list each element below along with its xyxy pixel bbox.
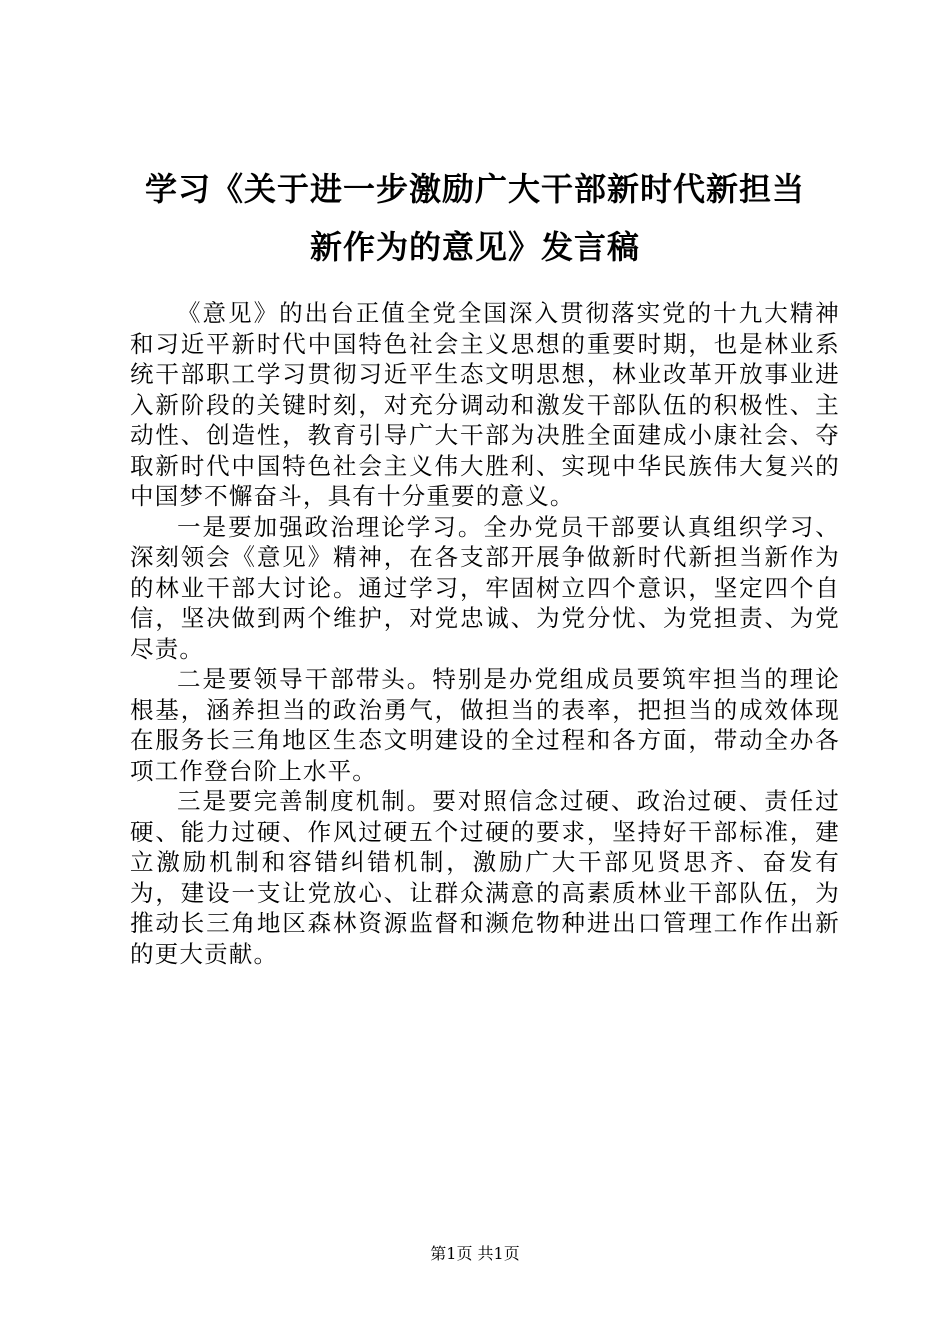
document-title — [110, 160, 840, 276]
title-line-1: 学习《关于进一步激励广大干部新时代新担当 — [144, 170, 805, 208]
title-line-2: 新作为的意见》发言稿 — [309, 228, 640, 266]
paragraph-point-2: 二是要领导干部带头。特别是办党组成员要筑牢担当的理论根基，涵养担当的政治勇气，做担当的表率，把担当的成效体现在服务长三角地区生态文明建设的全过程和各方面，带动全办各项工作登台阶上水平。 — [130, 665, 840, 785]
paragraph-point-1: 一是要加强政治理论学习。全办党员干部要认真组织学习、深刻领会《意见》精神，在各支部开展争做新时代新担当新作为的林业干部大讨论。通过学习，牢固树立四个意识，坚定四个自信，坚决做到两个维护，对党忠诚、为党分忧、为党担责、为党尽责。 — [130, 512, 840, 663]
document-body — [130, 298, 840, 969]
paragraph-intro: 《意见》的出台正值全党全国深入贯彻落实党的十九大精神和习近平新时代中国特色社会主义思想的重要时期，也是林业系统干部职工学习贯彻习近平生态文明思想，林业改革开放事业进入新阶段的关键时刻，对充分调动和激发干部队伍的积极性、主动性、创造性，教育引导广大干部为决胜全面建成小康社会、夺取新时代中国特色社会主义伟大胜利、实现中华民族伟大复兴的中国梦不懈奋斗，具有十分重要的意义。 — [130, 299, 840, 510]
page-number: 第1页 共1页 — [430, 1244, 520, 1263]
page-footer — [0, 1244, 950, 1264]
paragraph-point-3: 三是要完善制度机制。要对照信念过硬、政治过硬、责任过硬、能力过硬、作风过硬五个过硬的要求，坚持好干部标准，建立激励机制和容错纠错机制，激励广大干部见贤思齐、奋发有为，建设一支让党放心、让群众满意的高素质林业干部队伍，为推动长三角地区森林资源监督和濒危物种进出口管理工作作出新的更大贡献。 — [130, 787, 840, 968]
